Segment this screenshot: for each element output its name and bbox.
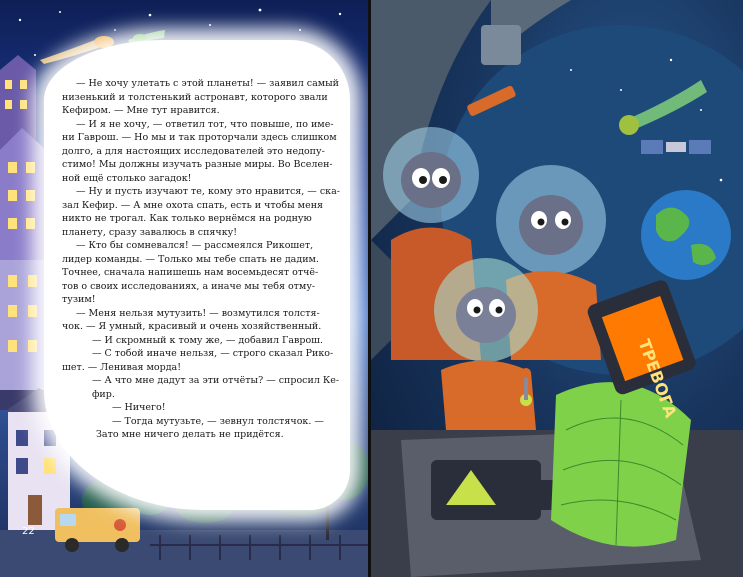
page-number: 22 — [22, 526, 35, 537]
story-line: — Кто бы сомневался! — рассмеялся Рикошет, — [76, 240, 314, 251]
story-line: низенький и толстенький астронавт, которого звали — [62, 91, 328, 103]
story-line: — И я не хочу, — ответил тот, что повыше, по име- — [76, 118, 334, 130]
story-line: Зато мне ничего делать не придётся. — [96, 429, 284, 440]
right-page — [371, 0, 743, 577]
story-line: шет. — Ленивая морда! — [62, 361, 182, 373]
story-line: чок. — Я умный, красивый и очень хозяйственный. — [62, 321, 322, 332]
left-page — [0, 0, 368, 577]
story-line: фир. — [92, 388, 115, 400]
story-line: — Тогда мутузьте, — зевнул толстячок. — — [112, 415, 324, 427]
planet — [641, 190, 731, 280]
story-line: — Не хочу улетать с этой планеты! — заявил самый — [76, 78, 340, 89]
story-line: тузим! — [62, 294, 96, 305]
satellite — [641, 140, 711, 154]
story-line: — А что мне дадут за эти отчёты? — спросил Ке- — [92, 375, 340, 386]
story-line: никто не трогал. Как только вернёмся на родную — [62, 213, 312, 224]
alarm-sign-text: ТРЕВОГА — [634, 336, 681, 421]
story-line: ни Гаврош. — Но мы и так проторчали здесь слишком — [62, 132, 337, 143]
story-line: — Ничего! — [112, 402, 166, 413]
story-line: зал Кефир. — А мне охота спать, есть и чтобы меня — [62, 199, 324, 211]
story-line: лидер команды. — Только мы тебе спать не дадим. — [62, 253, 319, 265]
story-line: тов о своих исследованиях, а иначе мы тебя отму- — [62, 280, 316, 292]
spaceship-cockpit-illustration — [371, 0, 743, 577]
story-line: Точнее, сначала напишешь нам восемьдесят отчё- — [62, 267, 319, 278]
story-text — [62, 77, 360, 442]
story-line: — Меня нельзя мутузить! — возмутился толстя- — [76, 307, 320, 319]
story-line: планету, сразу завалюсь в спячку! — [62, 226, 238, 238]
story-line: — И скромный к тому же, — добавил Гаврош. — [92, 334, 324, 346]
story-line: — С тобой иначе нельзя, — строго сказал Рико- — [92, 348, 334, 359]
story-line: долго, а для настоящих исследователей это недопу- — [62, 145, 325, 157]
story-line: Кефиром. — Мне тут нравится. — [62, 105, 220, 116]
story-line: ной ещё столько загадок! — [62, 172, 192, 184]
story-line: стимо! Мы должны изучать разные миры. Во Вселен- — [62, 159, 333, 170]
story-line: — Ну и пусть изучают те, кому это нравится, — ска- — [76, 186, 340, 197]
